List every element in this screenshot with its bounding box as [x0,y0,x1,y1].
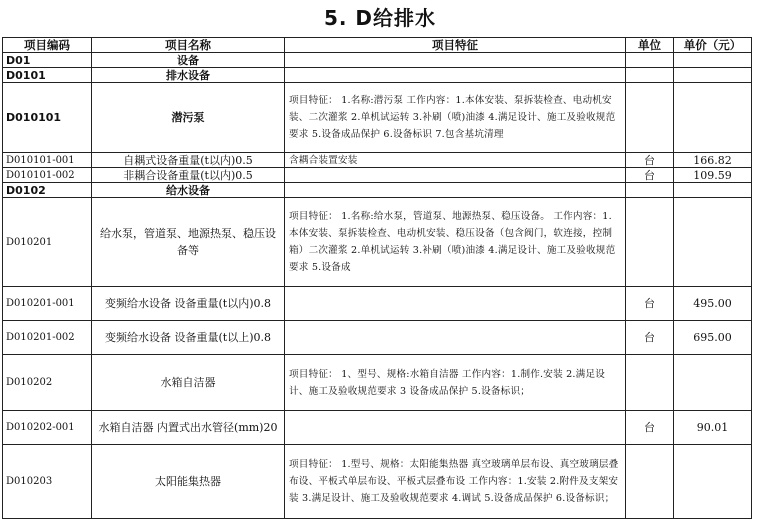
item-name: 给水设备 [92,183,285,198]
table-row [3,445,752,519]
item-code: D01 [3,53,92,68]
table-header-row [3,38,752,53]
item-price: 695.00 [674,321,752,355]
item-feature: 项目特征： 1.名称:给水泵，管道泵、地源热泵、稳压设备。 工作内容：1.本体安装、泵拆装检查、电动机安装、稳压设备（包含阀门，软连接，控制箱）二次灌浆 2.单机试运转 3.补刷（喷)油漆 4.满足设计、施工及验收规范要求 5.设备成 [285,198,626,287]
table-row [3,198,752,287]
item-unit: 台 [626,153,674,168]
item-unit [626,53,674,68]
item-code: D010202 [3,355,92,411]
item-code: D010101-002 [3,168,92,183]
item-price: 90.01 [674,411,752,445]
table-row [3,83,752,153]
item-code: D010101-001 [3,153,92,168]
item-feature [285,321,626,355]
header-feature: 项目特征 [285,38,626,53]
item-price [674,355,752,411]
item-feature [285,287,626,321]
header-name: 项目名称 [92,38,285,53]
item-feature: 项目特征： 1、型号、规格:水箱自洁器 工作内容：1.制作.安装 2.满足设计、施工及验收规范要求 3 设备成品保护 5.设备标识； [285,355,626,411]
item-price [674,53,752,68]
item-price: 495.00 [674,287,752,321]
item-unit: 台 [626,411,674,445]
table-row [3,287,752,321]
item-price [674,83,752,153]
item-code: D010201-001 [3,287,92,321]
item-unit [626,445,674,519]
item-feature [285,183,626,198]
item-code: D010201 [3,198,92,287]
item-price [674,198,752,287]
item-feature [285,68,626,83]
item-name: 排水设备 [92,68,285,83]
item-code: D0102 [3,183,92,198]
item-name: 变频给水设备 设备重量(t以上)0.8 [92,321,285,355]
table-row [3,68,752,83]
item-price [674,183,752,198]
price-table [2,37,752,519]
header-price: 单价（元） [674,38,752,53]
header-code: 项目编码 [3,38,92,53]
table-row [3,53,752,68]
item-name: 变频给水设备 设备重量(t以内)0.8 [92,287,285,321]
item-name: 给水泵，管道泵、地源热泵、稳压设备等 [92,198,285,287]
item-name: 水箱自洁器 [92,355,285,411]
item-unit [626,198,674,287]
item-code: D010203 [3,445,92,519]
item-feature: 项目特征： 1.名称:潜污泵 工作内容：1.本体安装、泵拆装检查、电动机安装、二次灌浆 2.单机试运转 3.补刷（喷)油漆 4.满足设计、施工及验收规范要求 5.设备成品保护 6.设备标识 7.包含基坑清理 [285,83,626,153]
item-name: 非耦合设备重量(t以内)0.5 [92,168,285,183]
item-name: 太阳能集热器 [92,445,285,519]
item-price: 109.59 [674,168,752,183]
item-name: 设备 [92,53,285,68]
item-unit [626,355,674,411]
item-price [674,445,752,519]
table-row [3,355,752,411]
item-feature [285,53,626,68]
item-feature [285,411,626,445]
item-feature [285,168,626,183]
item-price: 166.82 [674,153,752,168]
item-code: D010101 [3,83,92,153]
table-row [3,411,752,445]
page-title: 5. D给排水 [323,6,437,30]
item-feature: 含耦合装置安装 [285,153,626,168]
item-unit: 台 [626,168,674,183]
item-unit [626,183,674,198]
item-unit [626,83,674,153]
item-name: 水箱自洁器 内置式出水管径(mm)20 [92,411,285,445]
table-row [3,153,752,168]
header-unit: 单位 [626,38,674,53]
item-name: 潜污泵 [92,83,285,153]
item-code: D0101 [3,68,92,83]
item-code: D010202-001 [3,411,92,445]
item-unit [626,68,674,83]
item-unit: 台 [626,321,674,355]
item-name: 自耦式设备重量(t以内)0.5 [92,153,285,168]
item-feature: 项目特征： 1.型号、规格：太阳能集热器 真空玻璃单层布设、真空玻璃层叠布设、平板式单层布设、平板式层叠布设 工作内容：1.安装 2.附件及支架安装 3.满足设计、施工及验收规范要求 4.调试 5.设备成品保护 6.设备标识； [285,445,626,519]
table-row [3,183,752,198]
table-row [3,168,752,183]
item-unit: 台 [626,287,674,321]
item-price [674,68,752,83]
item-code: D010201-002 [3,321,92,355]
table-row [3,321,752,355]
